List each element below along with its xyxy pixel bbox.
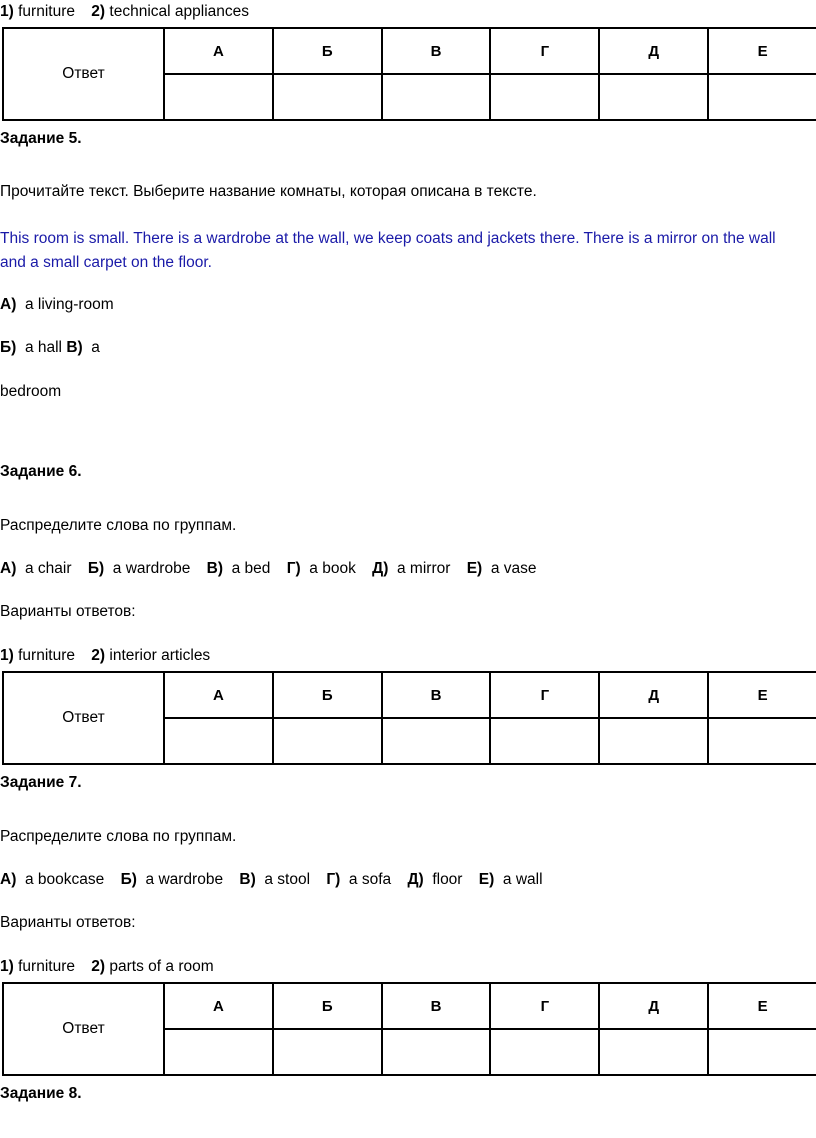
answer-cell[interactable]: [490, 74, 599, 120]
task5-title: Задание 5.: [0, 130, 82, 147]
task7-options: 1) furniture 2) parts of a room: [0, 958, 214, 975]
task7-items: А) a bookcase Б) a wardrobe В) a stool Г) a sofa Д) floor Е) a wall: [0, 871, 543, 888]
column-header: Е: [708, 983, 816, 1029]
option-text: furniture: [18, 3, 75, 20]
task5-option-c-end: bedroom: [0, 383, 62, 400]
answer-cell[interactable]: [490, 1029, 599, 1075]
column-header: А: [164, 983, 273, 1029]
task6-variants-label: Варианты ответов:: [0, 603, 136, 620]
answer-label: Ответ: [3, 672, 164, 764]
answer-label: Ответ: [3, 28, 164, 120]
answer-cell[interactable]: [273, 1029, 382, 1075]
task5-option-b: Б) a hall В) a: [0, 339, 100, 356]
column-header: Б: [273, 672, 382, 718]
option-text: technical appliances: [109, 3, 249, 20]
answer-cell[interactable]: [164, 1029, 273, 1075]
answer-cell[interactable]: [273, 74, 382, 120]
column-header: Д: [599, 28, 708, 74]
column-header: Е: [708, 672, 816, 718]
answer-table-task6: [2, 671, 816, 765]
column-header: В: [382, 28, 491, 74]
column-header: В: [382, 983, 491, 1029]
task6-options: 1) furniture 2) interior articles: [0, 647, 211, 664]
answer-table-task4: [2, 27, 816, 121]
task5-instruction: Прочитайте текст. Выберите название комнаты, которая описана в тексте.: [0, 183, 537, 200]
answer-cell[interactable]: [273, 718, 382, 764]
answer-cell[interactable]: [708, 74, 816, 120]
answer-cell[interactable]: [490, 718, 599, 764]
answer-cell[interactable]: [164, 718, 273, 764]
task8-title: Задание 8.: [0, 1085, 82, 1102]
column-header: Г: [490, 672, 599, 718]
task6-instruction: Распределите слова по группам.: [0, 517, 237, 534]
column-header: В: [382, 672, 491, 718]
answer-cell[interactable]: [708, 718, 816, 764]
task7-variants-label: Варианты ответов:: [0, 914, 136, 931]
column-header: Г: [490, 983, 599, 1029]
task5-option-a: А) a living-room: [0, 296, 114, 313]
answer-cell[interactable]: [708, 1029, 816, 1075]
answer-cell[interactable]: [599, 1029, 708, 1075]
column-header: А: [164, 28, 273, 74]
answer-table-task7: [2, 982, 816, 1076]
column-header: Б: [273, 983, 382, 1029]
answer-cell[interactable]: [382, 1029, 491, 1075]
answer-cell[interactable]: [599, 718, 708, 764]
option-number: 1): [0, 3, 14, 20]
task7-instruction: Распределите слова по группам.: [0, 828, 237, 845]
answer-cell[interactable]: [599, 74, 708, 120]
column-header: Г: [490, 28, 599, 74]
answer-cell[interactable]: [164, 74, 273, 120]
task5-text-line1: This room is small. There is a wardrobe at the wall, we keep coats and jackets there. There is a mirror on the wall: [0, 230, 776, 247]
column-header: Е: [708, 28, 816, 74]
task7-title: Задание 7.: [0, 774, 82, 791]
task5-text-line2: and a small carpet on the floor.: [0, 254, 212, 271]
answer-cell[interactable]: [382, 74, 491, 120]
task6-title: Задание 6.: [0, 463, 82, 480]
column-header: Д: [599, 983, 708, 1029]
answer-label: Ответ: [3, 983, 164, 1075]
task4-options: [0, 2, 249, 22]
column-header: Б: [273, 28, 382, 74]
option-number: 2): [91, 3, 106, 20]
column-header: Д: [599, 672, 708, 718]
column-header: А: [164, 672, 273, 718]
task6-items: А) a chair Б) a wardrobe В) a bed Г) a book Д) a mirror Е) a vase: [0, 560, 537, 577]
answer-cell[interactable]: [382, 718, 491, 764]
